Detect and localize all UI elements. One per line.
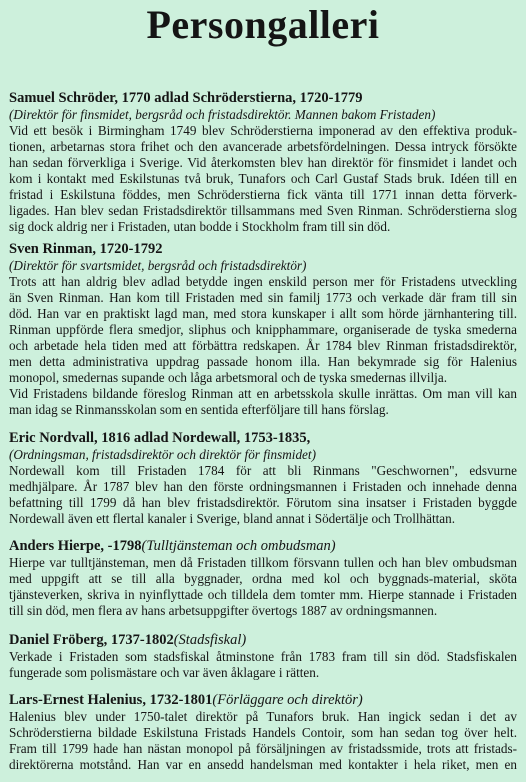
body-line: Vid Fristadens bildande föreslog Rinman att en arbetsskola skulle inrättas. Om man vill kan (9, 386, 517, 401)
body-line: död. Han var en praktiskt lagd man, med stora kunskaper i allt som hörde järnhantering till. (9, 306, 517, 321)
body-line: kom i kontakt med Eskilstunas två bruk, Tunafors och Carl Gustaf Stads bruk. Idéen till en (9, 171, 517, 186)
entry-heading: Sven Rinman, 1720-1792 (9, 241, 163, 257)
entry-heading (9, 692, 517, 709)
entry-halenius (9, 692, 517, 773)
body-line: Nordewall kom till Fristaden 1784 för att bli Rinmans "Geschwornen", edsvurne (9, 463, 517, 478)
body-line: än Sven Rinman. Han kom till Fristaden med sin familj 1773 och verkade där fram till sin (9, 290, 517, 305)
body-line: Rinman uppförde flera smedjor, sliphus och knipphammare, organiserade de tyska smederna (9, 322, 517, 337)
body-line: fungerade som polismästare och var även åklagare i rätten. (9, 665, 320, 680)
body-line: och arbetade hela tiden med att förbättra redskapen. År 1784 blev Rinman fristadsdirektör, (9, 338, 517, 353)
body-line: medhjälpare. År 1787 blev han den förste ordningsmannen i Fristaden och innehade denna (9, 479, 517, 494)
body-line: man idag se Rinmansskolan som en sentida efterföljare till hans förslag. (9, 402, 389, 417)
entry-froberg (9, 632, 517, 681)
body-line: Verkade i Fristaden som stadsfiskal åtminstone från 1783 fram till sin död. Stadsfiskalen (9, 649, 517, 664)
entry-heading: Samuel Schröder, 1770 adlad Schröderstierna, 1720-1779 (9, 90, 363, 106)
entry-schroder (9, 90, 517, 235)
body-line: Fram till 1799 hade han nästan monopol på försäljningen av fristadssmide, trots att fristads- (9, 741, 517, 756)
body-line: befattning till 1799 då han blev fristadsdirektör. Förutom sina insatser i Fristaden byggde (9, 495, 517, 510)
entry-body (9, 555, 517, 619)
body-line: Halenius blev under 1750-talet direktör på Tunafors bruk. Han ingick sedan i det av (9, 709, 517, 724)
body-line: Hierpe var tulltjänsteman, men då Fristaden tillkom försvann tullen och han blev ombudsman (9, 555, 517, 570)
entry-subtitle: (Ordningsman, fristadsdirektör och direktör för finsmidet) (9, 447, 316, 462)
body-line: han sedan förverkliga i Sverige. Vid återkomsten blev han direktör för finsmidet i landet och (9, 155, 517, 170)
entry-heading-name: Daniel Fröberg, 1737-1802 (9, 632, 174, 648)
body-line: direktörerna motstånd. Han var en ansedd handelsman med kontakter i hela riket, men en (9, 757, 517, 772)
body-line: monopol, smedernas supande och låga arbetsmoral och de tyska smedernas illvilja. (9, 370, 447, 385)
body-line: Trots att han aldrig blev adlad betydde ingen enskild person mer för Fristadens utveckling (9, 274, 517, 289)
body-line: men detta administrativa uppdrag passade honom illa. Han bekymrade sig för Halenius (9, 354, 517, 369)
entry-body (9, 649, 517, 681)
entry-role: (Förläggare och direktör) (212, 692, 363, 708)
body-line: med uppgift att se till alla byggnader, ordna med kol och byggnads-material, sköta (9, 571, 517, 586)
entry-nordvall (9, 430, 517, 527)
entry-heading: Eric Nordvall, 1816 adlad Nordewall, 1753-1835, (9, 430, 311, 446)
entry-role: (Tulltjänsteman och ombudsman) (141, 538, 336, 554)
entry-heading-name: Lars-Ernest Halenius, 1732-1801 (9, 692, 213, 708)
page-title: Persongalleri (146, 2, 380, 47)
body-line: tionen, arbetarnas stora frihet och den avancerade arbetsfördelningen. Dessa intryck försökte (9, 139, 517, 154)
body-line: Schröderstierna bildade Eskilstuna Fristads Handels Contoir, som han sedan tog över helt. (9, 725, 517, 740)
body-line: ligades. Han blev sedan Fristadsdirektör tillsammans med Sven Rinman. Schröderstierna slog (9, 203, 517, 218)
entry-heading (9, 538, 517, 555)
body-line: sig dock aldrig ner i Fristaden, utan bodde i Stockholm fram till sin död. (9, 219, 391, 234)
body-line: Nordewall även ett flertal kanaler i Sverige, bland annat i Södertälje och Trollhättan. (9, 511, 456, 526)
entry-rinman (9, 241, 517, 418)
entry-heading (9, 632, 517, 649)
entry-heading-name: Anders Hierpe, -1798 (9, 538, 142, 554)
body-line: fristad i Eskilstuna föddes, men Schröderstierna fick vänta till 1771 innan detta förverk- (9, 187, 517, 202)
entry-role: (Stadsfiskal) (173, 632, 247, 648)
entry-body (9, 274, 517, 418)
body-line: tjänsteverken, skriva in nyinflyttade och tilldela dem tomter mm. Hierpe stannade i Fristaden (9, 587, 517, 602)
entry-body (9, 709, 517, 773)
entry-hierpe (9, 538, 517, 619)
body-line: Vid ett besök i Birmingham 1749 blev Schröderstierna imponerad av den effektiva produk- (9, 123, 517, 138)
entry-body (9, 463, 517, 527)
entry-body (9, 123, 517, 235)
body-line: till sin död, men flera av hans arbetsuppgifter övertogs 1887 av ordningsmannen. (9, 603, 438, 618)
entry-subtitle: (Direktör för svartsmidet, bergsråd och fristadsdirektör) (9, 258, 307, 273)
entry-subtitle: (Direktör för finsmidet, bergsråd och fristadsdirektör. Mannen bakom Fristaden) (9, 107, 436, 122)
